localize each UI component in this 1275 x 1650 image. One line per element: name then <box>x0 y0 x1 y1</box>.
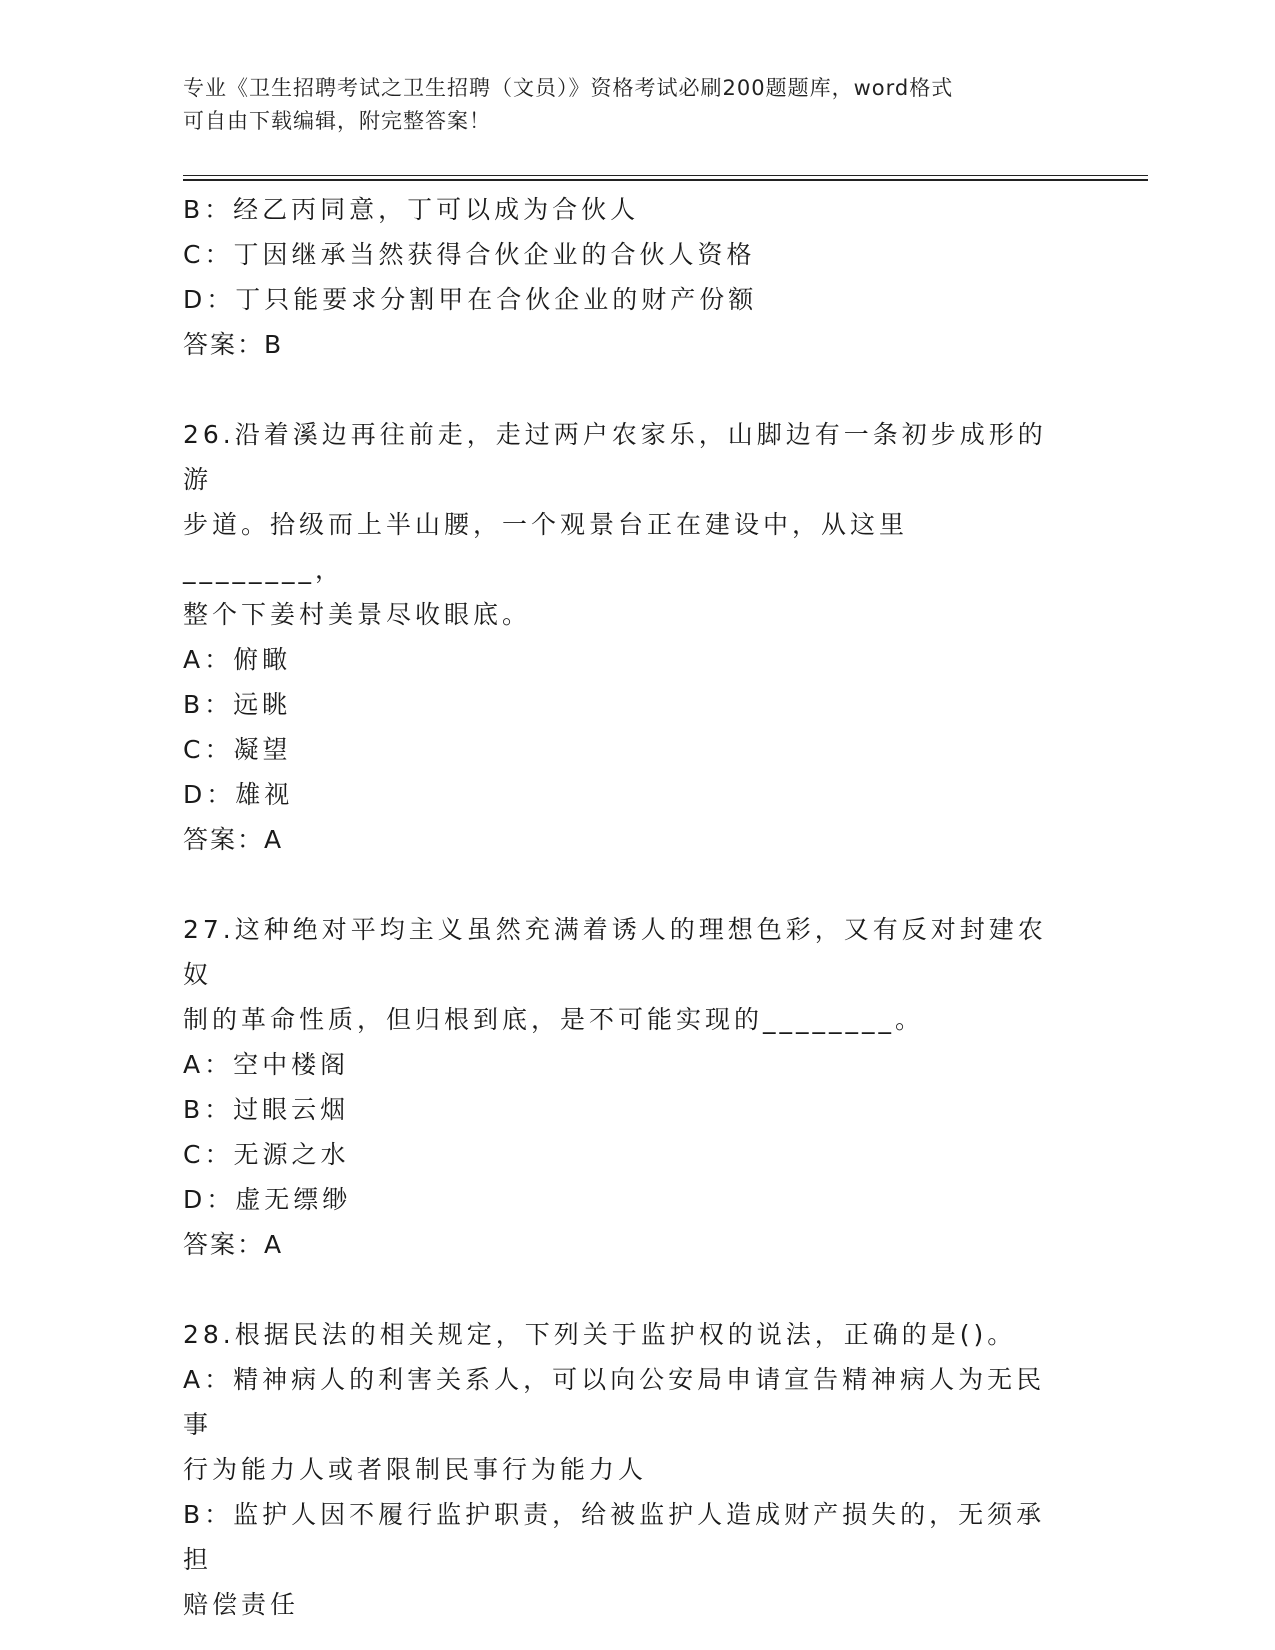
header-divider <box>183 175 1148 181</box>
answer-line: 答案：A <box>183 825 284 854</box>
spacer <box>183 862 1063 907</box>
option-a: A：俯瞰 <box>183 645 292 674</box>
option-c: C：无源之水 <box>183 1140 350 1169</box>
question-stem: 步道。拾级而上半山腰，一个观景台正在建设中，从这里________， <box>183 510 909 584</box>
option-b: B：远眺 <box>183 690 292 719</box>
option-a-continued: 行为能力人或者限制民事行为能力人 <box>183 1455 648 1484</box>
option-c: C：丁因继承当然获得合伙企业的合伙人资格 <box>183 240 756 269</box>
question-stem: 27.这种绝对平均主义虽然充满着诱人的理想色彩，又有反对封建农奴 <box>183 915 1047 989</box>
option-b: B：监护人因不履行监护职责，给被监护人造成财产损失的，无须承担 <box>183 1500 1046 1574</box>
question-stem: 28.根据民法的相关规定，下列关于监护权的说法，正确的是()。 <box>183 1320 1017 1349</box>
header-line-2: 可自由下载编辑，附完整答案！ <box>183 109 491 133</box>
option-b: B：过眼云烟 <box>183 1095 350 1124</box>
question-27 <box>183 907 1063 1267</box>
option-a: A：精神病人的利害关系人，可以向公安局申请宣告精神病人为无民事 <box>183 1365 1046 1439</box>
option-d: D：雄视 <box>183 780 294 809</box>
header-line-1: 专业《卫生招聘考试之卫生招聘（文员）》资格考试必刷200题题库，word格式 <box>183 76 954 100</box>
page-header <box>183 72 1063 138</box>
option-d: D：丁只能要求分割甲在合伙企业的财产份额 <box>183 285 758 314</box>
option-b: B：经乙丙同意，丁可以成为合伙人 <box>183 195 640 224</box>
answer-line: 答案：B <box>183 330 284 359</box>
question-stem: 整个下姜村美景尽收眼底。 <box>183 600 532 629</box>
question-stem: 制的革命性质，但归根到底，是不可能实现的________。 <box>183 1005 925 1034</box>
question-26 <box>183 412 1063 862</box>
option-a: A：空中楼阁 <box>183 1050 350 1079</box>
question-stem: 26.沿着溪边再往前走，走过两户农家乐，山脚边有一条初步成形的游 <box>183 420 1047 494</box>
document-body <box>183 187 1063 1627</box>
answer-line: 答案：A <box>183 1230 284 1259</box>
spacer <box>183 367 1063 412</box>
previous-question-options <box>183 187 1063 367</box>
option-d: D：虚无缥缈 <box>183 1185 352 1214</box>
question-28 <box>183 1312 1063 1627</box>
option-b-continued: 赔偿责任 <box>183 1590 300 1619</box>
option-c: C：凝望 <box>183 735 292 764</box>
spacer <box>183 1267 1063 1312</box>
